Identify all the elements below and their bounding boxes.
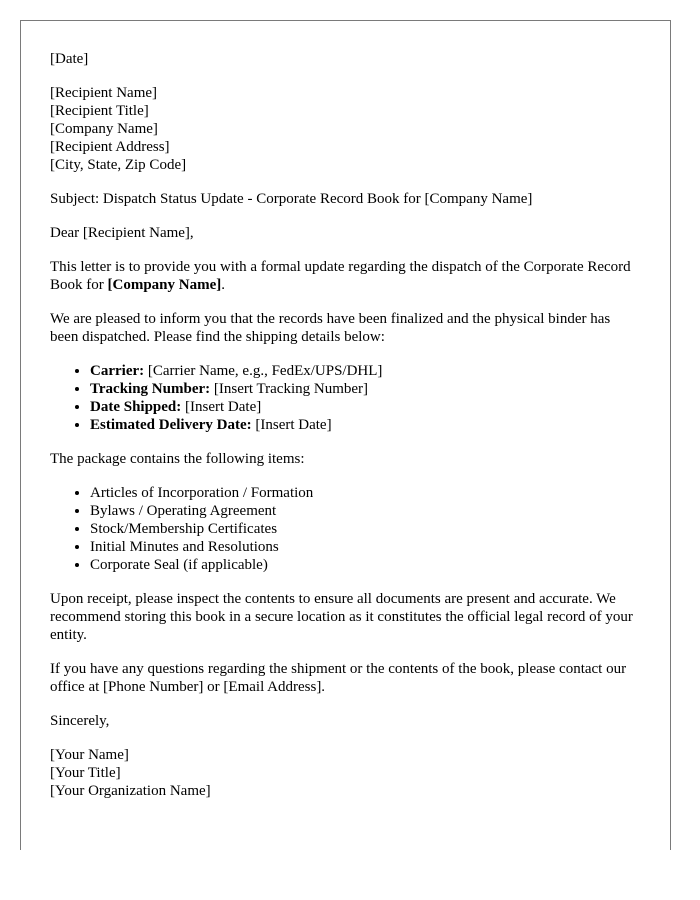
shipping-detail-label: Tracking Number: [90, 381, 211, 397]
intro-text-before: This letter is to provide you with a formal update regarding the dispatch of the Corporate Record Book for [50, 259, 631, 293]
contents-list [50, 484, 640, 574]
list-item: • Initial Minutes and Resolutions [90, 538, 640, 556]
shipping-detail-value: [Insert Date] [181, 399, 262, 415]
letter-subject: Subject: Dispatch Status Update - Corporate Record Book for [Company Name] [50, 191, 533, 207]
dispatch-paragraph: We are pleased to inform you that the records have been finalized and the physical binder has been dispatched. Please find the shipping details below: [50, 311, 611, 345]
list-item: • Articles of Incorporation / Formation [90, 484, 640, 502]
recipient-company: [Company Name] [50, 121, 158, 137]
shipping-detail-delivery-date [90, 416, 640, 434]
intro-company-name: [Company Name] [107, 277, 222, 293]
shipping-detail-value: [Insert Tracking Number] [210, 381, 369, 397]
letter-date: [Date] [50, 51, 89, 67]
letter-closing: Sincerely, [50, 713, 110, 729]
list-item: • Corporate Seal (if applicable) [90, 556, 640, 574]
shipping-detail-carrier [90, 362, 640, 380]
shipping-details-list [50, 362, 640, 434]
shipping-detail-date-shipped [90, 398, 640, 416]
contents-intro: The package contains the following items: [50, 451, 305, 467]
shipping-detail-label: Carrier: [90, 363, 145, 379]
recipient-address: [Recipient Address] [50, 139, 170, 155]
shipping-detail-tracking [90, 380, 640, 398]
letter-salutation: Dear [Recipient Name], [50, 225, 194, 241]
shipping-detail-label: Estimated Delivery Date: [90, 417, 252, 433]
questions-paragraph: If you have any questions regarding the shipment or the contents of the book, please contact our office at [Phone Number] or [Email Address]. [50, 661, 627, 695]
recipient-block [50, 84, 640, 174]
letter-body [50, 50, 640, 800]
recipient-name: [Recipient Name] [50, 85, 158, 101]
shipping-detail-value: [Insert Date] [251, 417, 332, 433]
shipping-detail-value: [Carrier Name, e.g., FedEx/UPS/DHL] [144, 363, 383, 379]
recipient-title: [Recipient Title] [50, 103, 149, 119]
shipping-detail-label: Date Shipped: [90, 399, 182, 415]
signature-block [50, 746, 640, 800]
intro-paragraph [50, 258, 640, 294]
signature-title: [Your Title] [50, 765, 121, 781]
recipient-city-state-zip: [City, State, Zip Code] [50, 157, 187, 173]
signature-name: [Your Name] [50, 747, 129, 763]
intro-text-after: . [221, 277, 225, 293]
list-item: • Bylaws / Operating Agreement [90, 502, 640, 520]
receipt-paragraph: Upon receipt, please inspect the contents to ensure all documents are present and accurate. We recommend storing this book in a secure location as it constitutes the official legal record of your entity. [50, 591, 633, 643]
signature-organization: [Your Organization Name] [50, 783, 211, 799]
list-item: • Stock/Membership Certificates [90, 520, 640, 538]
letter-page [20, 20, 671, 850]
